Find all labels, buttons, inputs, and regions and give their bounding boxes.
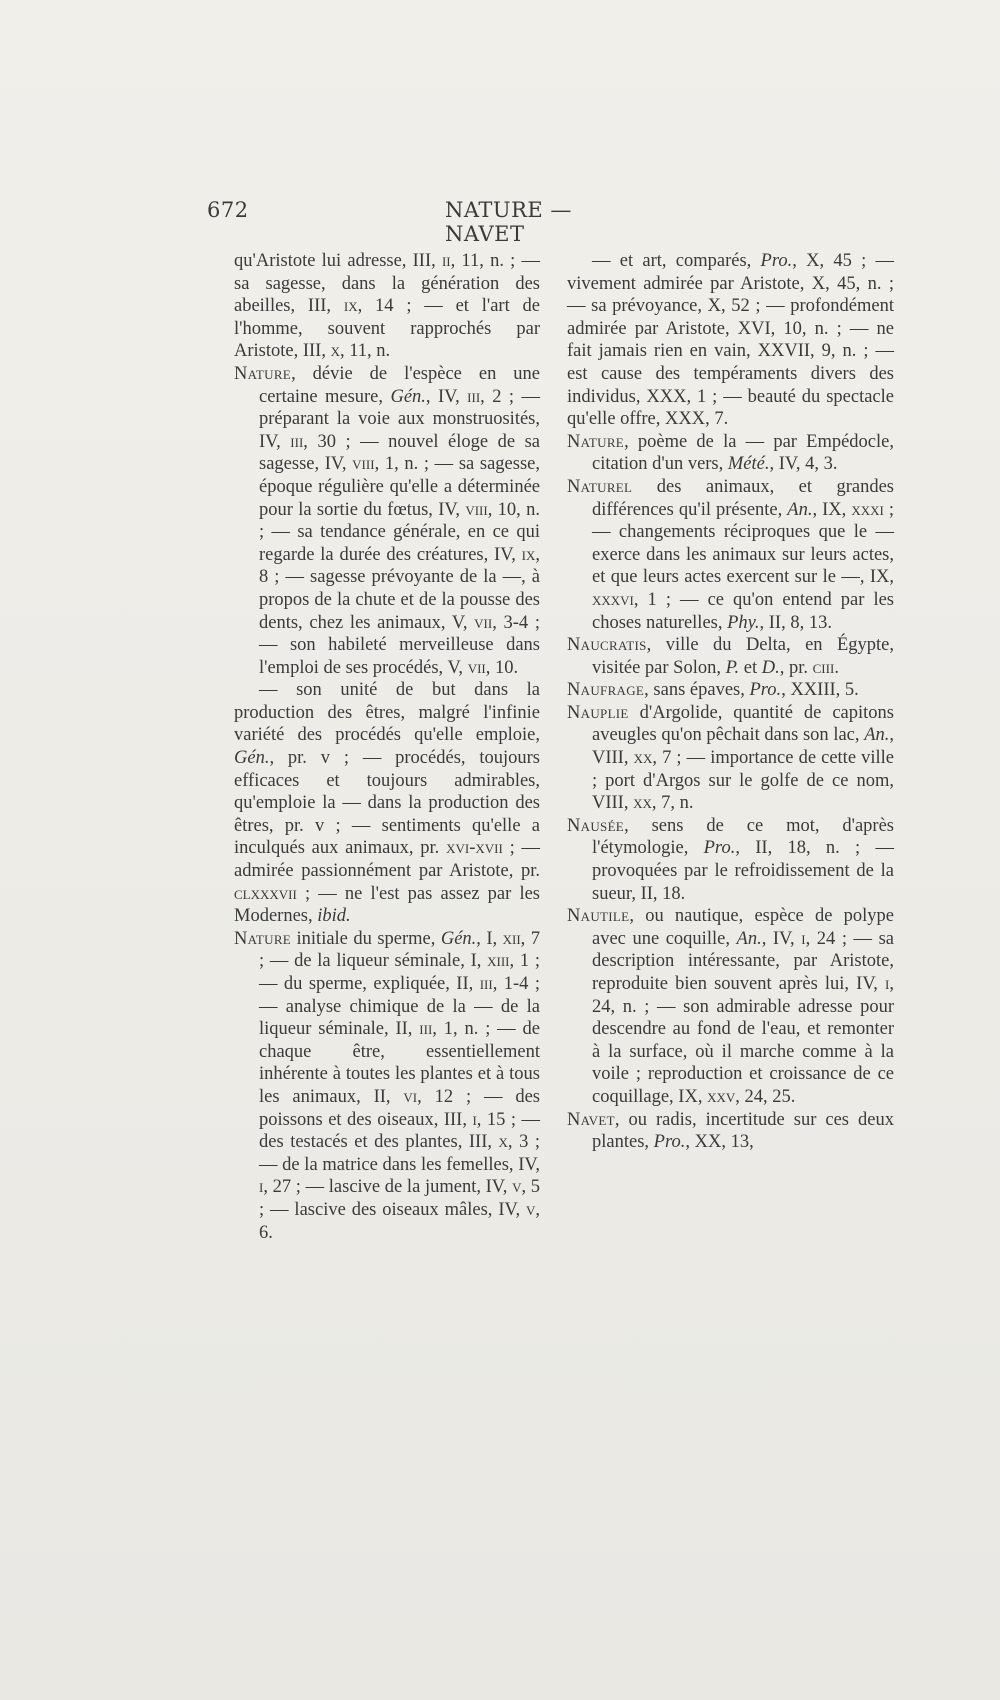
entry-text: , pr.: [779, 657, 813, 678]
entry-text: ibid.: [317, 906, 351, 927]
entry-text: x: [498, 1132, 508, 1153]
entry-text: et: [739, 657, 762, 678]
entry-text: vii: [467, 657, 486, 678]
entry-text: , IV,: [761, 928, 802, 949]
entry-text: , 7, n.: [651, 793, 694, 814]
left-column: [234, 250, 540, 1244]
entry-text: , ou radis, incertitude sur ces deux plantes,: [592, 1109, 894, 1153]
entry-text: , 15 ; — des testacés et des plantes, III,: [259, 1109, 541, 1153]
entry-text: , 1-4 ; — analyse chimique de la — de la liqueur séminale, II,: [259, 974, 540, 1040]
entry-text: , 1, n. ; — de chaque être, essentiellement inhérente à toutes les plantes et à tous les animaux, II,: [259, 1019, 540, 1107]
entry-text: viii: [465, 499, 488, 520]
entry-headword: Nautile: [567, 906, 630, 927]
entry-text: iii: [467, 386, 481, 407]
entry-text: xx: [633, 793, 652, 814]
entry-text: , 1, n. ; — sa sagesse, époque régulière qu'elle a déterminée pour la sortie du fœtus, IV,: [259, 454, 540, 520]
entry-text: , 12 ; — des poissons et des oiseaux, III,: [259, 1086, 540, 1130]
index-entry: [567, 1109, 894, 1154]
entry-text: , 24, n. ; — son admirable adresse pour descendre au fond de l'eau, et remonter à la surface, où il marche comme à la voile ; reproduction et croissance de ce coquillage, IX,: [592, 974, 894, 1107]
entry-text: ; — changements réciproques que le — exerce dans les animaux sur leurs actes, et que leurs actes exercent sur le —, IX,: [592, 499, 894, 588]
entry-text: , pr. v ; — procédés, toujours efficaces et toujours admirables, qu'emploie la — dans la production des êtres, pr. v ; — sentiments qu'elle a inculqués aux animaux, pr.: [234, 748, 540, 859]
index-entry: [234, 679, 540, 928]
entry-text: , 24 ; — sa description intéressante, par Aristote, reproduite bien souvent après lui, IV,: [592, 928, 894, 994]
entry-text: xx: [633, 748, 653, 769]
entry-text: , poème de la — par Empédocle, citation d'un vers,: [592, 431, 894, 475]
page-header: [207, 198, 657, 246]
index-entry: [567, 250, 894, 431]
entry-text: ii: [441, 251, 451, 271]
entry-text: v: [512, 1177, 522, 1198]
running-head: NATURE — NAVET: [445, 198, 572, 246]
entry-text: vii: [474, 612, 493, 633]
entry-text: xvi-xvii: [446, 838, 503, 859]
entry-text: ; — admirée passionnément par Aristote, pr.: [234, 838, 540, 882]
index-entry: [234, 363, 540, 679]
entry-headword: Nature: [234, 928, 292, 949]
entry-text: , 10.: [485, 657, 519, 678]
entry-text: , 14 ; — et l'art de l'homme, souvent rapprochés par Aristote, III,: [234, 296, 540, 362]
entry-text: des animaux, et grandes différences qu'il présente,: [592, 476, 894, 520]
entry-text: , 11, n. ; — sa sagesse, dans la génération des abeilles, III,: [234, 251, 540, 317]
entry-text: xxv: [707, 1086, 736, 1107]
entry-text: v: [525, 1199, 536, 1220]
entry-text: , 10, n. ; — sa tendance générale, en ce qui regarde la durée des créatures, IV,: [259, 499, 540, 565]
entry-text: iii: [419, 1019, 433, 1040]
entry-text: ; — ne l'est pas assez par les Modernes,: [234, 883, 540, 927]
entry-text: Pro.: [760, 251, 793, 271]
entry-headword: Naucratis: [567, 635, 647, 656]
entry-text: , II, 18, n. ; — provoquées par le refroidissement de la sueur, II, 18.: [592, 838, 894, 904]
index-entry: [567, 702, 894, 815]
entry-text: xxxi: [851, 499, 884, 520]
entry-text: , 3 ; — de la matrice dans les femelles, IV,: [259, 1132, 540, 1175]
entry-text: , IV,: [425, 386, 468, 407]
entry-text: vi: [403, 1086, 418, 1107]
entry-text: i: [259, 1177, 264, 1198]
entry-text: , 8 ; — sagesse prévoyante de la —, à propos de la chute et de la pousse des dents, chez les animaux, V,: [259, 544, 540, 633]
entry-text: qu'Aristote lui adresse, III,: [234, 251, 442, 271]
entry-text: Gén.: [390, 386, 426, 407]
entry-text: Gén.: [234, 748, 270, 769]
entry-text: , XX, 13,: [685, 1132, 754, 1153]
entry-text: viii: [352, 454, 375, 475]
entry-text: , 24, 25.: [735, 1086, 796, 1107]
entry-headword: Nature: [567, 431, 625, 452]
entry-text: i: [801, 928, 806, 949]
entry-text: , ville du Delta, en Égypte, visitée par Solon,: [592, 635, 894, 678]
index-entry: [567, 634, 894, 679]
page-number: 672: [207, 198, 249, 222]
entry-text: , X, 45 ; — vivement admirée par Aristote, X, 45, n. ; — sa prévoyance, X, 52 ; — profondément admirée par Aristote, XVI, 10, n. ; — ne fait jamais rien en vain, XXVII, 9, n. ; — est cause des tempéraments divers des individus, XXX, 1 ; — beauté du spectacle qu'elle offre, XXX, 7.: [567, 251, 895, 430]
entry-text: xxxvi: [592, 589, 634, 610]
entry-text: , 27 ; — lascive de la jument, IV,: [263, 1177, 513, 1198]
entry-text: Pro.: [749, 680, 782, 701]
entry-text: Gén.: [440, 928, 477, 949]
entry-headword: Nausée: [567, 815, 625, 836]
entry-headword: Naturel: [567, 476, 633, 497]
index-entry: [567, 815, 894, 905]
entry-text: , IX,: [812, 499, 852, 520]
entry-text: , 6.: [259, 1199, 540, 1243]
entry-text: iii: [290, 431, 304, 452]
entry-text: , 11, n.: [339, 341, 391, 362]
entry-text: , ou nautique, espèce de polype avec une coquille,: [592, 906, 894, 949]
index-entry: [234, 250, 540, 363]
entry-text: , 5 ; — lascive des oiseaux mâles, IV,: [259, 1177, 540, 1220]
entry-text: — son unité de but dans la production des êtres, malgré l'infinie variété des procédés qu'elle emploie,: [234, 680, 540, 746]
entry-text: , VIII,: [592, 725, 894, 769]
entry-text: .: [834, 657, 839, 678]
index-entry: [567, 431, 894, 476]
entry-headword: Naufrage: [567, 680, 645, 701]
entry-text: , sens de ce mot, d'après l'étymologie,: [592, 815, 894, 859]
entry-text: An.: [736, 928, 762, 949]
entry-headword: Nature: [234, 363, 292, 384]
entry-text: , 30 ; — nouvel éloge de sa sagesse, IV,: [259, 431, 540, 475]
entry-text: An.: [864, 725, 890, 746]
entry-text: , 3-4 ; — son habileté merveilleuse dans l'emploi de ses procédés, V,: [259, 612, 540, 678]
index-entry: [567, 905, 894, 1108]
entry-text: initiale du sperme,: [291, 928, 441, 949]
entry-text: x: [330, 341, 340, 362]
entry-text: d'Argolide, quantité de capitons aveugles qu'on pêchait dans son lac,: [592, 702, 894, 746]
entry-text: ix: [343, 296, 358, 317]
entry-text: D.: [761, 657, 780, 678]
entry-text: — et art, comparés,: [592, 251, 761, 271]
entry-text: , dévie de l'espèce en une certaine mesure,: [259, 363, 540, 407]
entry-text: , I,: [476, 928, 503, 949]
entry-text: , 1 ; — ce qu'on entend par les choses naturelles,: [592, 589, 894, 633]
entry-text: i: [472, 1109, 477, 1130]
entry-text: clxxxvii: [234, 883, 297, 904]
entry-text: , II, 8, 13.: [759, 612, 832, 633]
entry-text: ix: [521, 544, 536, 565]
entry-text: Pro.: [703, 838, 736, 859]
entry-headword: Nauplie: [567, 702, 629, 723]
entry-text: An.: [787, 499, 813, 520]
entry-text: iii: [479, 974, 493, 994]
entry-text: , 1 ; — du sperme, expliquée, II,: [259, 951, 540, 994]
entry-text: i: [885, 974, 890, 994]
index-entry: [234, 928, 540, 1244]
entry-text: , 7 ; — importance de cette ville ; port d'Argos sur le golfe de ce nom, VIII,: [592, 748, 895, 814]
entry-text: Mété.: [727, 454, 770, 475]
index-entry: [567, 679, 894, 702]
right-column: [567, 250, 894, 1154]
entry-text: Pro.: [653, 1132, 686, 1153]
entry-text: xiii: [487, 951, 510, 972]
entry-text: Phy.: [727, 612, 760, 633]
entry-text: , IV, 4, 3.: [769, 454, 838, 475]
entry-text: , 2 ; — préparant la voie aux monstruosités, IV,: [259, 386, 540, 452]
entry-headword: Navet: [567, 1109, 615, 1130]
entry-text: , sans épaves,: [644, 680, 750, 701]
entry-text: xii: [502, 928, 521, 949]
entry-text: , XXIII, 5.: [781, 680, 859, 701]
entry-text: P.: [725, 657, 740, 678]
entry-text: ciii: [812, 657, 835, 678]
index-entry: [567, 476, 894, 634]
entry-text: , 7 ; — de la liqueur séminale, I,: [259, 928, 541, 972]
